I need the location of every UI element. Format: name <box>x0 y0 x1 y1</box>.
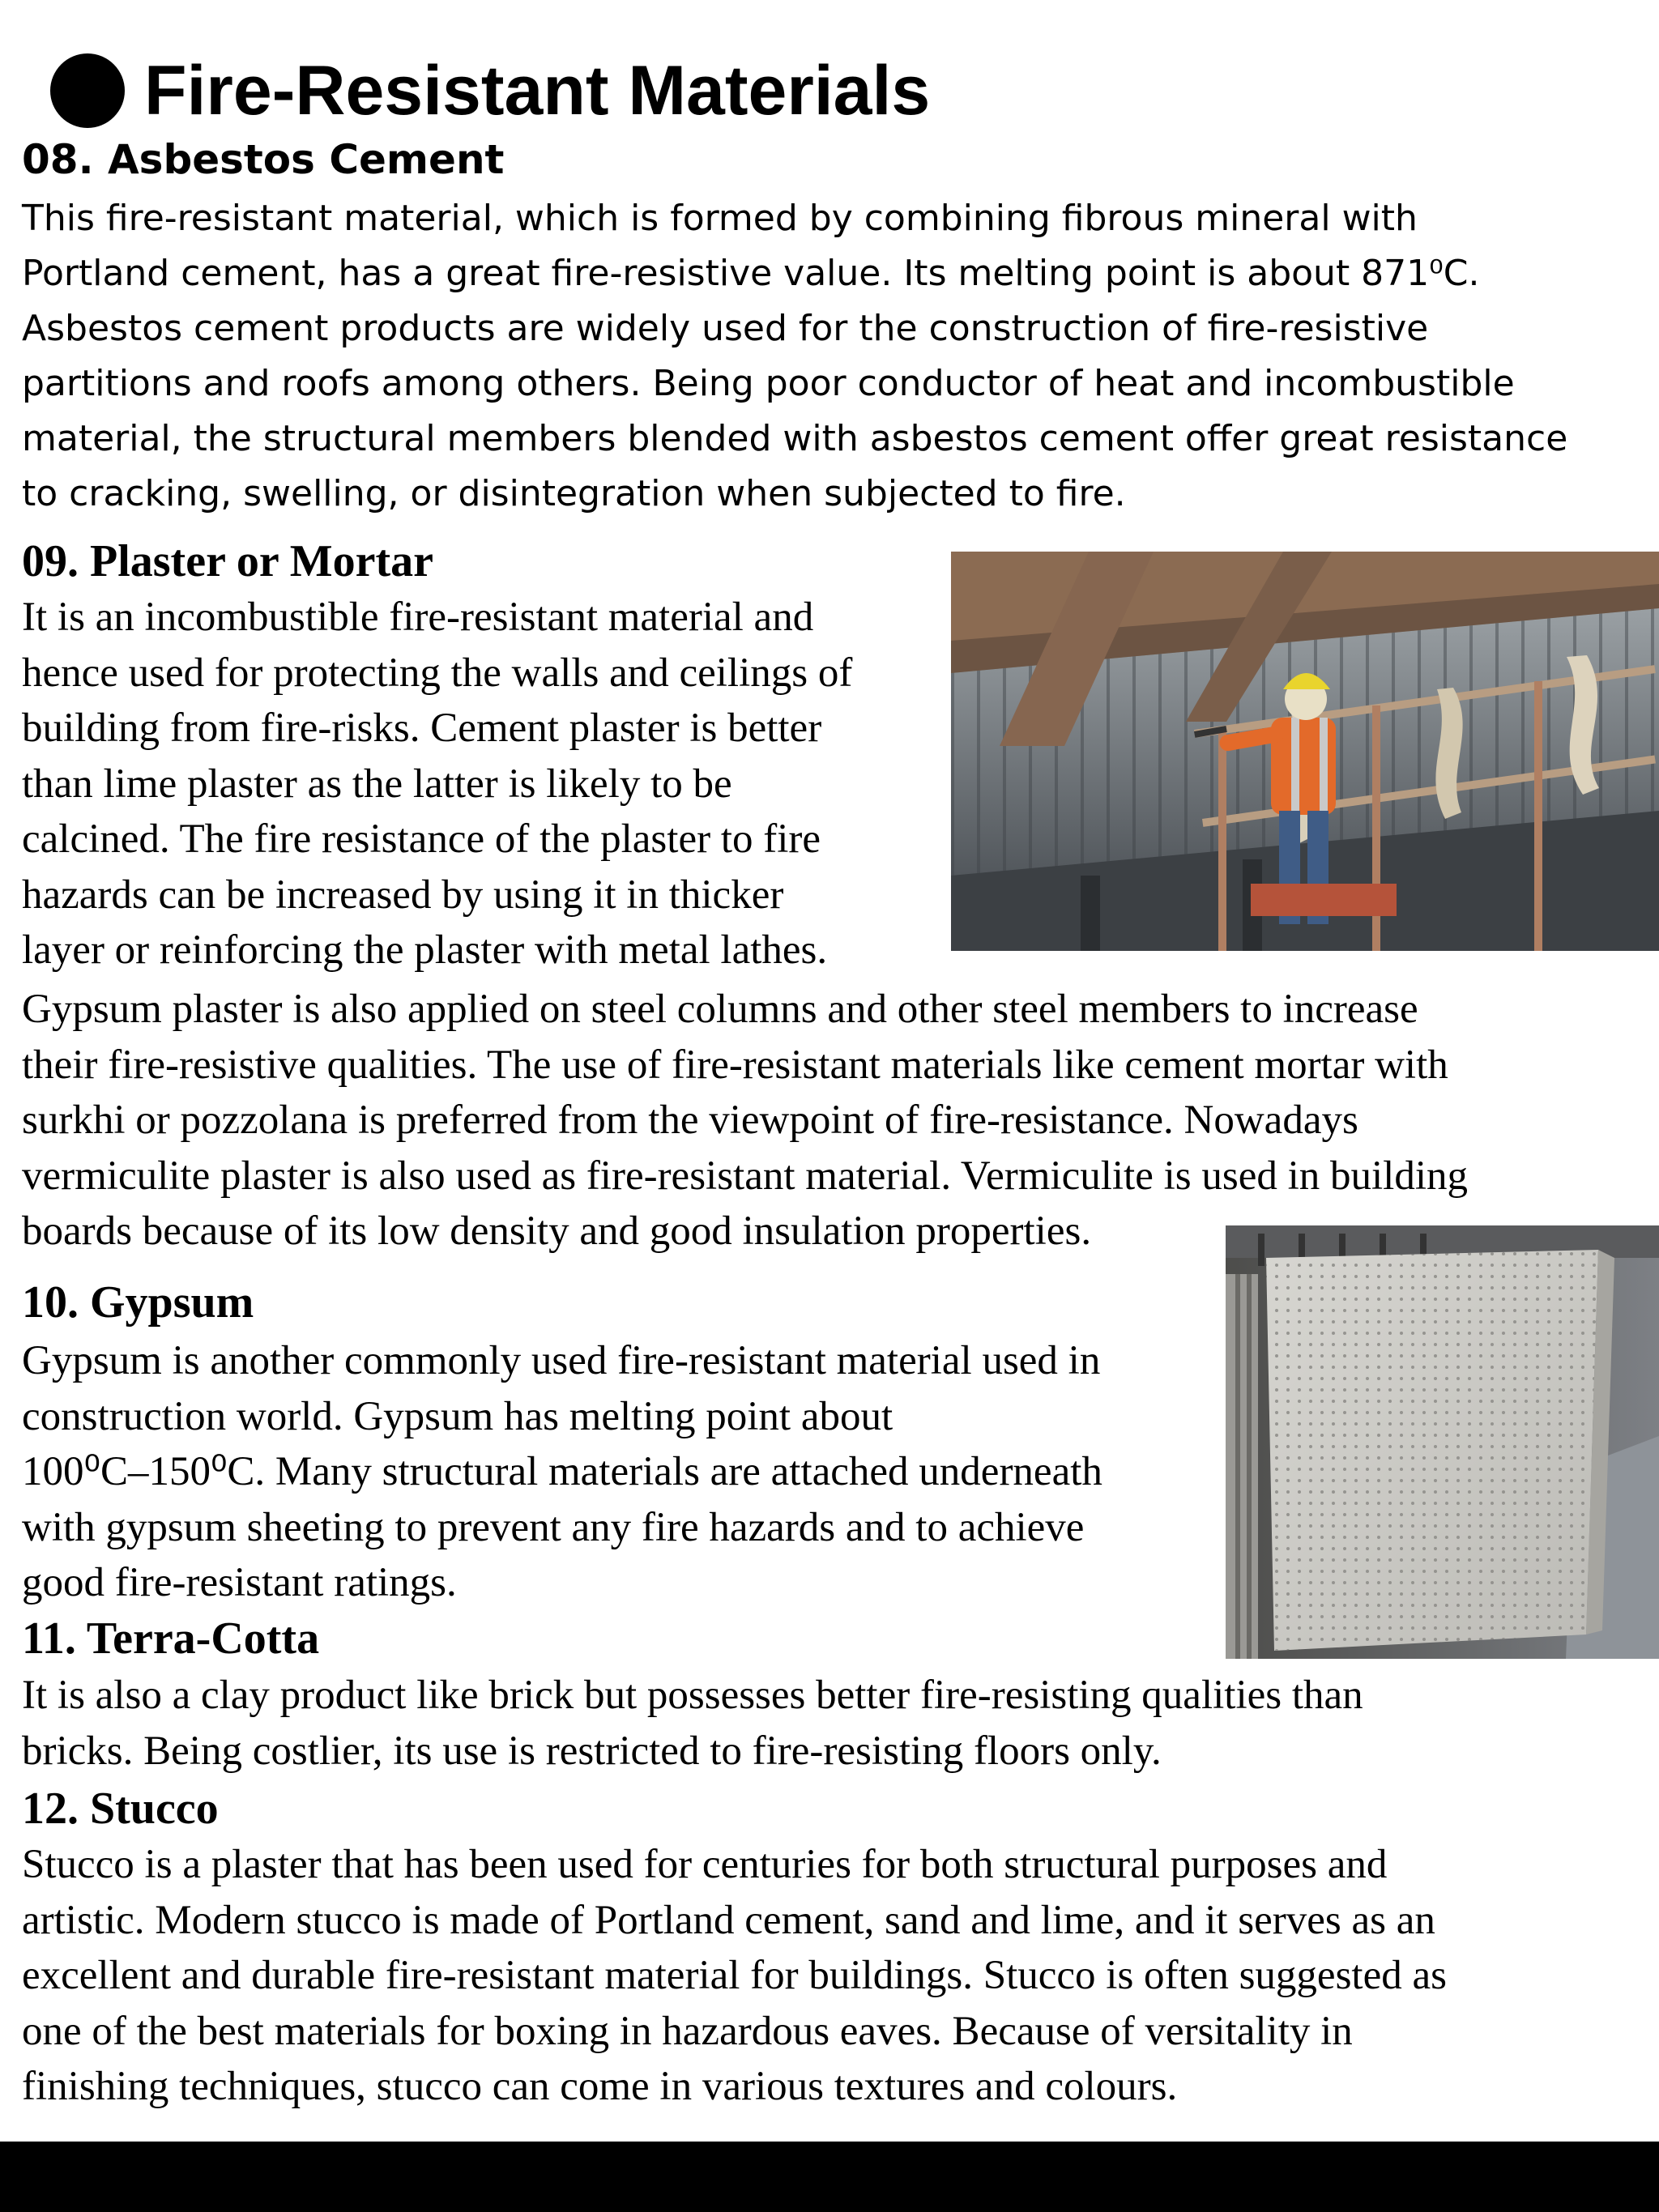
text-line: excellent and durable fire-resistant material for buildings. Stucco is often suggested as <box>22 1953 1447 1998</box>
text-line: layer or reinforcing the plaster with metal lathes. <box>22 927 828 973</box>
text-line: bricks. Being costlier, its use is restricted to fire-resisting floors only. <box>22 1728 1162 1774</box>
text-line: their fire-resistive qualities. The use of fire-resistant materials like cement mortar with <box>22 1042 1448 1088</box>
text-line: Asbestos cement products are widely used for the construction of fire-resistive <box>22 308 1429 349</box>
text-line: one of the best materials for boxing in hazardous eaves. Because of versitality in <box>22 2008 1353 2054</box>
title-row <box>50 42 930 139</box>
text-line: surkhi or pozzolana is preferred from the viewpoint of fire-resistance. Nowadays <box>22 1097 1358 1143</box>
text-line: Portland cement, has a great fire-resistive value. Its melting point is about 871⁰C. <box>22 253 1480 294</box>
photo-worker-spraying-plaster <box>951 552 1659 951</box>
text-line: artistic. Modern stucco is made of Portland cement, sand and lime, and it serves as an <box>22 1897 1435 1943</box>
text-line: hazards can be increased by using it in thicker <box>22 872 784 918</box>
text-line: 100⁰C–150⁰C. Many structural materials are attached underneath <box>22 1449 1102 1494</box>
text-line: Stucco is a plaster that has been used for centuries for both structural purposes and <box>22 1842 1388 1887</box>
text-line: Gypsum is another commonly used fire-resistant material used in <box>22 1338 1101 1383</box>
text-line: It is an incombustible fire-resistant material and <box>22 595 814 640</box>
paragraph-plaster-full <box>22 982 1468 1259</box>
text-line: calcined. The fire resistance of the plaster to fire <box>22 816 821 862</box>
text-line: boards because of its low density and good insulation properties. <box>22 1208 1092 1254</box>
paragraph-stucco <box>22 1837 1447 2115</box>
text-line: with gypsum sheeting to prevent any fire hazards and to achieve <box>22 1504 1085 1550</box>
paragraph-terra-cotta <box>22 1668 1363 1779</box>
text-line: Gypsum plaster is also applied on steel columns and other steel members to increase <box>22 987 1418 1032</box>
text-line: construction world. Gypsum has melting point about <box>22 1393 893 1439</box>
paragraph-asbestos-cement <box>22 191 1638 522</box>
bullet-dot-icon <box>50 53 125 128</box>
text-line: material, the structural members blended with asbestos cement offer great resistance <box>22 418 1568 459</box>
text-line: good fire-resistant ratings. <box>22 1560 457 1605</box>
heading-stucco: 12. Stucco <box>22 1784 219 1834</box>
text-line: vermiculite plaster is also used as fire-resistant material. Vermiculite is used in building <box>22 1153 1469 1199</box>
page-title: Fire-Resistant Materials <box>144 52 931 130</box>
text-line: finishing techniques, stucco can come in various textures and colours. <box>22 2064 1178 2109</box>
paragraph-gypsum <box>22 1333 1102 1611</box>
heading-terra-cotta: 11. Terra-Cotta <box>22 1613 320 1664</box>
text-line: hence used for protecting the walls and ceilings of <box>22 650 853 696</box>
photo-gypsum-board <box>1226 1225 1659 1659</box>
footer-black-bar <box>0 2142 1659 2212</box>
heading-asbestos-cement: 08. Asbestos Cement <box>22 136 505 183</box>
text-line: building from fire-risks. Cement plaster is better <box>22 705 822 751</box>
text-line: than lime plaster as the latter is likely to be <box>22 761 732 807</box>
heading-plaster-mortar: 09. Plaster or Mortar <box>22 536 433 586</box>
paragraph-plaster-beside-photo <box>22 590 852 978</box>
text-line: to cracking, swelling, or disintegration when subjected to fire. <box>22 473 1126 514</box>
text-line: partitions and roofs among others. Being poor conductor of heat and incombustible <box>22 363 1515 404</box>
text-line: This fire-resistant material, which is formed by combining fibrous mineral with <box>22 198 1418 239</box>
text-line: It is also a clay product like brick but possesses better fire-resisting qualities than <box>22 1673 1363 1718</box>
heading-gypsum: 10. Gypsum <box>22 1277 254 1328</box>
